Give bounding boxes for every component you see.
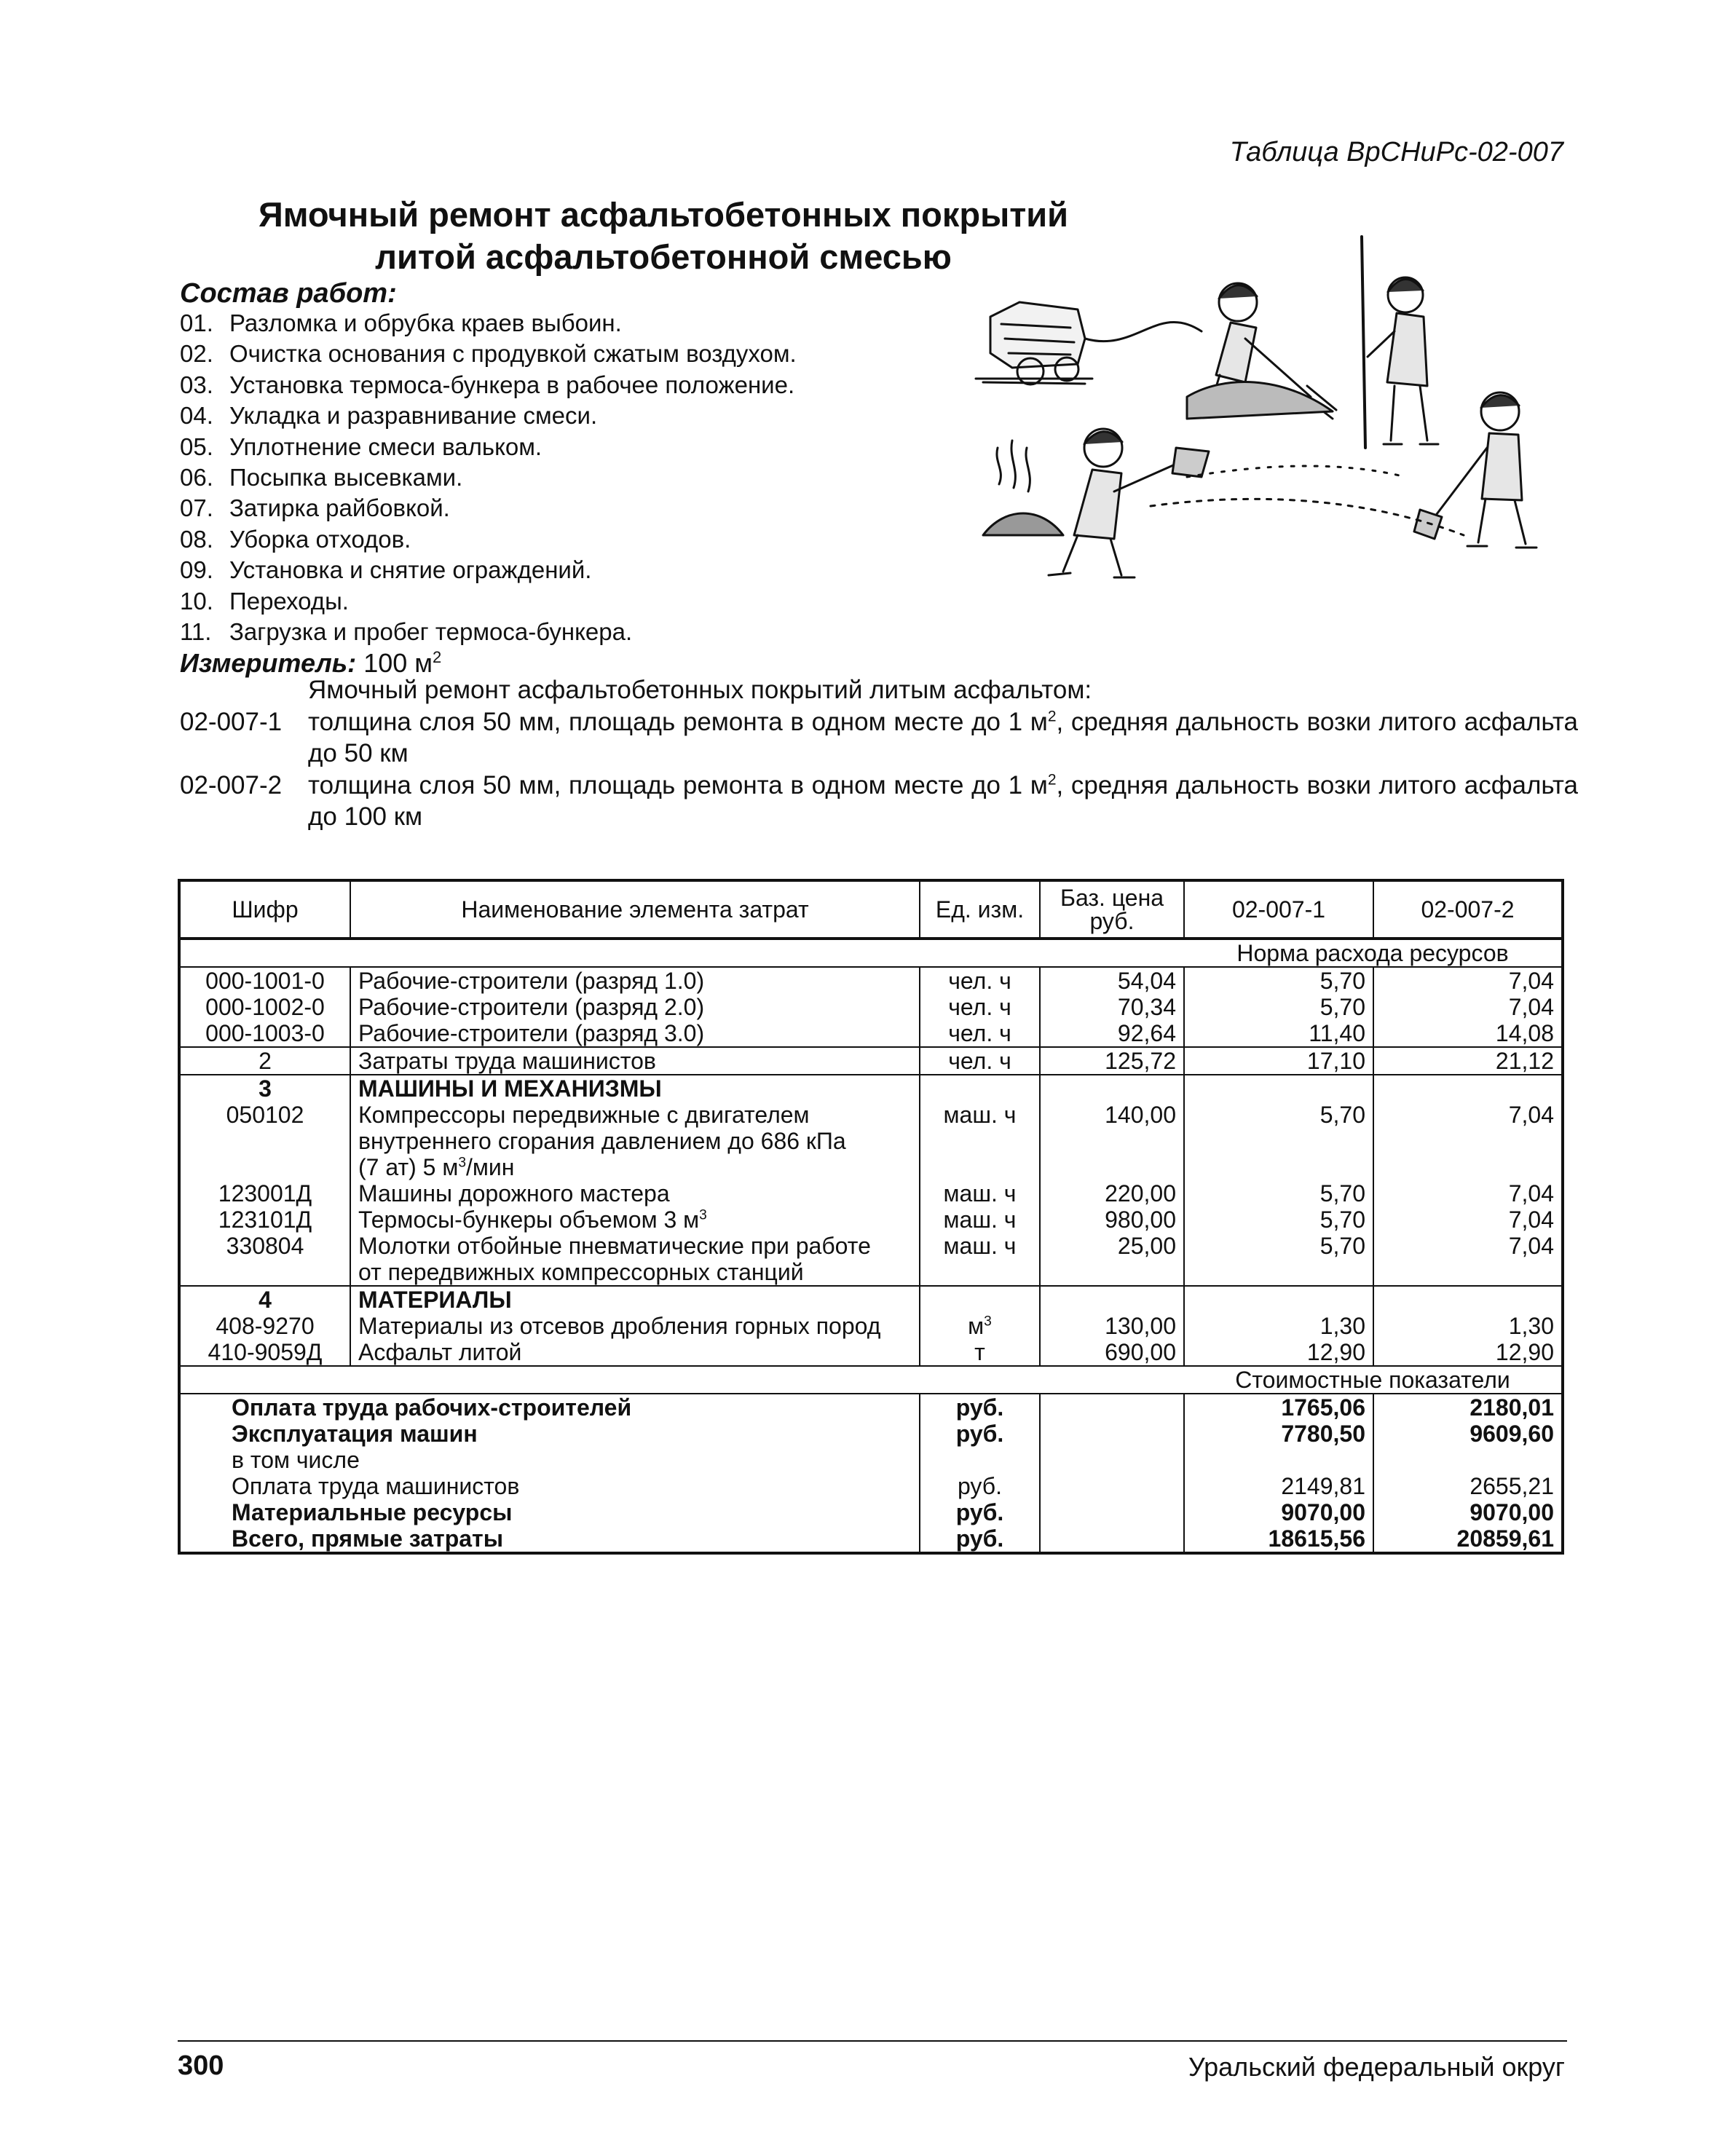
list-item: 06. Посыпка высевками. — [180, 464, 463, 491]
table-cell: 220,00 — [1040, 1180, 1184, 1207]
table-cell: МАШИНЫ И МЕХАНИЗМЫ — [350, 1075, 920, 1102]
table-cell: 123101Д — [179, 1207, 350, 1233]
table-cell — [1040, 1394, 1184, 1421]
table-cell: 18615,56 — [1184, 1525, 1373, 1553]
title-line-1: Ямочный ремонт асфальтобетонных покрытий — [258, 195, 1069, 234]
variant-row — [180, 770, 1578, 832]
list-item: 03. Установка термоса-бункера в рабочее положение. — [180, 371, 795, 398]
list-item: 07. Затирка райбовкой. — [180, 494, 450, 522]
table-cell: 5,70 — [1184, 1102, 1373, 1180]
table-cell: Оплата труда рабочих-строителей — [179, 1394, 920, 1421]
footer-divider — [178, 2040, 1567, 2042]
table-cell: Рабочие-строители (разряд 2.0) — [350, 994, 920, 1020]
table-cell: руб. — [920, 1394, 1040, 1421]
totals-row — [179, 1421, 1563, 1447]
table-row — [179, 967, 1563, 994]
table-cell: Эксплуатация машин — [179, 1421, 920, 1447]
table-row — [179, 1207, 1563, 1233]
table-cell: 14,08 — [1373, 1020, 1563, 1047]
table-cell: 7780,50 — [1184, 1421, 1373, 1447]
table-cell: Материальные ресурсы — [179, 1499, 920, 1525]
list-item: 08. Уборка отходов. — [180, 525, 411, 553]
variant-text: толщина слоя 50 мм, площадь ремонта в одном месте до 1 $м^2$, средняя дальность возки литого асфальта до 100 км — [308, 771, 1578, 831]
table-cell: 000-1003-0 — [179, 1020, 350, 1047]
table-cell — [1373, 1447, 1563, 1473]
table-cell: 123001Д — [179, 1180, 350, 1207]
column-header-code: Шифр — [179, 880, 350, 939]
column-header-name: Наименование элемента затрат — [350, 880, 920, 939]
table-cell: 050102 — [179, 1102, 350, 1180]
worker-with-bar-sketch — [1362, 237, 1438, 448]
table-cell: 000-1002-0 — [179, 994, 350, 1020]
table-cell: маш. ч — [920, 1207, 1040, 1233]
table-cell: чел. ч — [920, 1047, 1040, 1075]
section-row-materials — [179, 1286, 1563, 1313]
table-cell: 92,64 — [1040, 1020, 1184, 1047]
table-cell: 330804 — [179, 1233, 350, 1286]
table-cell: 7,04 — [1373, 1207, 1563, 1233]
totals-row — [179, 1473, 1563, 1499]
compressor-sketch — [976, 302, 1202, 384]
table-cell: Оплата труда машинистов — [179, 1473, 920, 1499]
table-cell: 9070,00 — [1373, 1499, 1563, 1525]
table-cell — [1040, 1447, 1184, 1473]
table-cell: 5,70 — [1184, 1233, 1373, 1286]
table-cell: 5,70 — [1184, 967, 1373, 994]
table-cell: 1,30 — [1184, 1313, 1373, 1339]
table-row — [179, 1313, 1563, 1339]
table-cell: 1,30 — [1373, 1313, 1563, 1339]
work-list — [180, 308, 797, 647]
variant-code: 02-007-2 — [180, 771, 283, 799]
table-cell — [1373, 1075, 1563, 1102]
table-cell: 2180,01 — [1373, 1394, 1563, 1421]
table-cell — [920, 1286, 1040, 1313]
table-cell — [179, 939, 1184, 967]
list-item: 05. Уплотнение смеси вальком. — [180, 433, 543, 460]
totals-row — [179, 1447, 1563, 1473]
table-header-row — [179, 880, 1563, 939]
table-row — [179, 1233, 1563, 1286]
table-cell: МАТЕРИАЛЫ — [350, 1286, 920, 1313]
table-cell: 7,04 — [1373, 994, 1563, 1020]
table-cell — [1184, 1286, 1373, 1313]
table-cell: 12,90 — [1373, 1339, 1563, 1366]
table-cell: 410-9059Д — [179, 1339, 350, 1366]
variant-row — [180, 706, 1578, 769]
list-item: 10. Переходы. — [180, 587, 349, 615]
table-cell — [1184, 1447, 1373, 1473]
section-row-machines — [179, 1075, 1563, 1102]
table-cell: 12,90 — [1184, 1339, 1373, 1366]
table-cell: маш. ч — [920, 1233, 1040, 1286]
worker-sweeping-sketch — [1187, 283, 1336, 419]
list-item: 11. Загрузка и пробег термоса-бункера. — [180, 618, 633, 646]
table-cell — [1040, 1286, 1184, 1313]
table-reference: Таблица ВрСНиРс-02-007 — [1229, 137, 1563, 167]
list-item: 04. Укладка и разравнивание смеси. — [180, 402, 598, 430]
table-cell: руб. — [920, 1421, 1040, 1447]
table-cell: 2149,81 — [1184, 1473, 1373, 1499]
table-cell: 125,72 — [1040, 1047, 1184, 1075]
road-workers-illustration — [968, 229, 1580, 586]
column-header-variant-2: 02-007-2 — [1373, 880, 1563, 939]
band-row — [179, 1366, 1563, 1394]
page-number: 300 — [178, 2050, 224, 2081]
table-cell: 21,12 — [1373, 1047, 1563, 1075]
column-header-variant-1: 02-007-1 — [1184, 880, 1373, 939]
table-cell: 54,04 — [1040, 967, 1184, 994]
cost-table — [178, 879, 1564, 1555]
table-cell — [920, 1075, 1040, 1102]
table-cell: 5,70 — [1184, 1207, 1373, 1233]
table-cell: 130,00 — [1040, 1313, 1184, 1339]
measure-unit: Измеритель: 100 $м^2$ — [180, 648, 442, 678]
table-cell: чел. ч — [920, 994, 1040, 1020]
table-cell: 17,10 — [1184, 1047, 1373, 1075]
totals-row — [179, 1394, 1563, 1421]
table-cell: 2 — [179, 1047, 350, 1075]
document-title — [245, 194, 1082, 278]
table-cell: Рабочие-строители (разряд 1.0) — [350, 967, 920, 994]
table-cell: руб. — [920, 1499, 1040, 1525]
title-line-2: литой асфальтобетонной смесью — [375, 237, 952, 276]
table-cell: 4 — [179, 1286, 350, 1313]
table-cell: Асфальт литой — [350, 1339, 920, 1366]
table-row — [179, 1020, 1563, 1047]
table-cell: 2655,21 — [1373, 1473, 1563, 1499]
column-header-price: Баз. цена руб. — [1040, 880, 1184, 939]
table-cell: 140,00 — [1040, 1102, 1184, 1180]
band-label-cost: Стоимостные показатели — [1184, 1366, 1563, 1394]
table-cell: Молотки отбойные пневматические при работе от передвижных компрессорных станций — [350, 1233, 920, 1286]
table-cell: 11,40 — [1184, 1020, 1373, 1047]
footer-region: Уральский федеральный округ — [1188, 2052, 1565, 2082]
table-cell: 7,04 — [1373, 1180, 1563, 1207]
table-cell — [1040, 1499, 1184, 1525]
table-cell: 690,00 — [1040, 1339, 1184, 1366]
table-cell: 3 — [179, 1075, 350, 1102]
table-cell: в том числе — [179, 1447, 920, 1473]
column-header-unit: Ед. изм. — [920, 880, 1040, 939]
measure-value: 100 м — [363, 648, 433, 678]
table-cell: 20859,61 — [1373, 1525, 1563, 1553]
table-cell — [920, 1447, 1040, 1473]
table-cell: т — [920, 1339, 1040, 1366]
table-row — [179, 1102, 1563, 1180]
table-cell: чел. ч — [920, 1020, 1040, 1047]
list-item: 09. Установка и снятие ограждений. — [180, 556, 592, 584]
table-cell: 70,34 — [1040, 994, 1184, 1020]
table-cell: руб. — [920, 1525, 1040, 1553]
totals-row — [179, 1499, 1563, 1525]
table-cell: 980,00 — [1040, 1207, 1184, 1233]
table-cell: Затраты труда машинистов — [350, 1047, 920, 1075]
table-cell: Всего, прямые затраты — [179, 1525, 920, 1553]
table-cell — [1040, 1473, 1184, 1499]
table-cell — [1373, 1286, 1563, 1313]
table-cell: Материалы из отсевов дробления горных пород — [350, 1313, 920, 1339]
table-cell: 1765,06 — [1184, 1394, 1373, 1421]
band-label-norm: Норма расхода ресурсов — [1184, 939, 1563, 967]
table-cell: $м^3$ — [920, 1313, 1040, 1339]
table-cell: 7,04 — [1373, 1233, 1563, 1286]
table-cell: 5,70 — [1184, 994, 1373, 1020]
table-cell — [1040, 1421, 1184, 1447]
table-cell: 9609,60 — [1373, 1421, 1563, 1447]
table-cell — [179, 1366, 1184, 1394]
table-cell: Термосы-бункеры объемом 3 $м^3$ — [350, 1207, 920, 1233]
list-item: 01. Разломка и обрубка краев выбоин. — [180, 309, 622, 336]
table-cell: руб. — [920, 1473, 1040, 1499]
band-row — [179, 939, 1563, 967]
table-row — [179, 1339, 1563, 1366]
table-cell: Машины дорожного мастера — [350, 1180, 920, 1207]
table-cell: 5,70 — [1184, 1180, 1373, 1207]
variant-text: толщина слоя 50 мм, площадь ремонта в одном месте до 1 $м^2$, средняя дальность возки литого асфальта до 50 км — [308, 708, 1578, 767]
description-heading: Ямочный ремонт асфальтобетонных покрытий литым асфальтом: — [308, 676, 1092, 704]
table-cell: Рабочие-строители (разряд 3.0) — [350, 1020, 920, 1047]
table-cell — [1040, 1525, 1184, 1553]
table-row — [179, 994, 1563, 1020]
table-cell: чел. ч — [920, 967, 1040, 994]
table-cell: Компрессоры передвижные с двигателем внутреннего сгорания давлением до 686 кПа (7 ат) 5 $м^3$/мин — [350, 1102, 920, 1180]
table-cell — [1040, 1075, 1184, 1102]
table-row — [179, 1047, 1563, 1075]
table-cell: 25,00 — [1040, 1233, 1184, 1286]
table-cell: 7,04 — [1373, 967, 1563, 994]
variant-code: 02-007-1 — [180, 708, 283, 736]
totals-row — [179, 1525, 1563, 1553]
work-composition-header: Состав работ: — [180, 278, 397, 309]
table-row — [179, 1180, 1563, 1207]
table-cell: маш. ч — [920, 1180, 1040, 1207]
measure-label: Измеритель: — [180, 648, 357, 678]
table-cell — [1184, 1075, 1373, 1102]
table-cell: 408-9270 — [179, 1313, 350, 1339]
list-item: 02. Очистка основания с продувкой сжатым воздухом. — [180, 340, 797, 368]
table-cell: 9070,00 — [1184, 1499, 1373, 1525]
table-cell: 7,04 — [1373, 1102, 1563, 1180]
table-cell: 000-1001-0 — [179, 967, 350, 994]
table-cell: маш. ч — [920, 1102, 1040, 1180]
